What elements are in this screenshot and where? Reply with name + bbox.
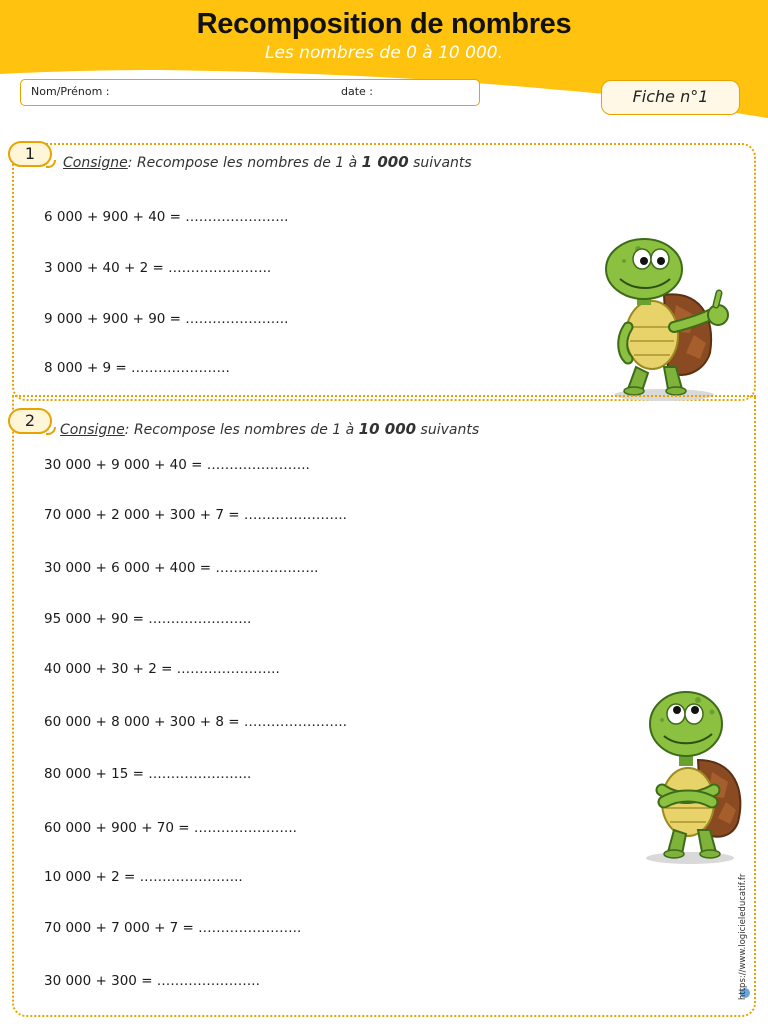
exercise-line[interactable]: 80 000 + 15 = …………………..	[44, 766, 252, 782]
section-1-number: 1	[24, 144, 36, 163]
page-title: Recomposition de nombres	[196, 8, 572, 40]
section-1-number-badge	[8, 141, 52, 167]
section-2-consigne	[60, 420, 479, 438]
section-2-number: 2	[24, 411, 36, 430]
consigne-suffix: suivants	[408, 155, 472, 171]
exercise-line[interactable]: 70 000 + 2 000 + 300 + 7 = …………………..	[44, 507, 347, 523]
exercise-line[interactable]: 6 000 + 900 + 40 = …………………..	[44, 209, 289, 225]
turtle-arms-crossed-illustration	[636, 690, 746, 866]
fiche-badge: Fiche n°1	[601, 80, 740, 115]
consigne-label: Consigne	[60, 422, 125, 438]
name-label: Nom/Prénom :	[31, 85, 110, 98]
section-1-consigne	[63, 153, 472, 171]
exercise-line[interactable]: 70 000 + 7 000 + 7 = …………………..	[44, 920, 302, 936]
date-label: date :	[341, 85, 374, 98]
consigne-range: 10 000	[358, 420, 417, 438]
consigne-suffix: suivants	[416, 422, 480, 438]
exercise-line[interactable]: 30 000 + 6 000 + 400 = …………………..	[44, 560, 319, 576]
exercise-line[interactable]: 60 000 + 8 000 + 300 + 8 = …………………..	[44, 714, 347, 730]
exercise-line[interactable]: 30 000 + 9 000 + 40 = …………………..	[44, 457, 310, 473]
turtle-thumbs-up-illustration	[598, 235, 738, 405]
exercise-line[interactable]: 8 000 + 9 = ………………….	[44, 360, 230, 376]
exercise-line[interactable]: 60 000 + 900 + 70 = …………………..	[44, 820, 297, 836]
consigne-text: : Recompose les nombres de 1 à	[124, 422, 359, 438]
consigne-text: : Recompose les nombres de 1 à	[127, 155, 362, 171]
credit-url[interactable]: https://www.logicieleducatif.fr	[738, 873, 748, 1000]
exercise-line[interactable]: 30 000 + 300 = …………………..	[44, 973, 260, 989]
name-date-field[interactable]	[20, 79, 480, 106]
consigne-label: Consigne	[63, 155, 128, 171]
exercise-line[interactable]: 3 000 + 40 + 2 = …………………..	[44, 260, 272, 276]
exercise-line[interactable]: 95 000 + 90 = …………………..	[44, 611, 252, 627]
exercise-line[interactable]: 9 000 + 900 + 90 = …………………..	[44, 311, 289, 327]
exercise-line[interactable]: 40 000 + 30 + 2 = …………………..	[44, 661, 280, 677]
exercise-line[interactable]: 10 000 + 2 = …………………..	[44, 869, 243, 885]
section-divider	[12, 395, 756, 397]
page-subtitle: Les nombres de 0 à 10 000.	[264, 43, 503, 63]
consigne-range: 1 000	[361, 153, 409, 171]
section-2-number-badge	[8, 408, 52, 434]
